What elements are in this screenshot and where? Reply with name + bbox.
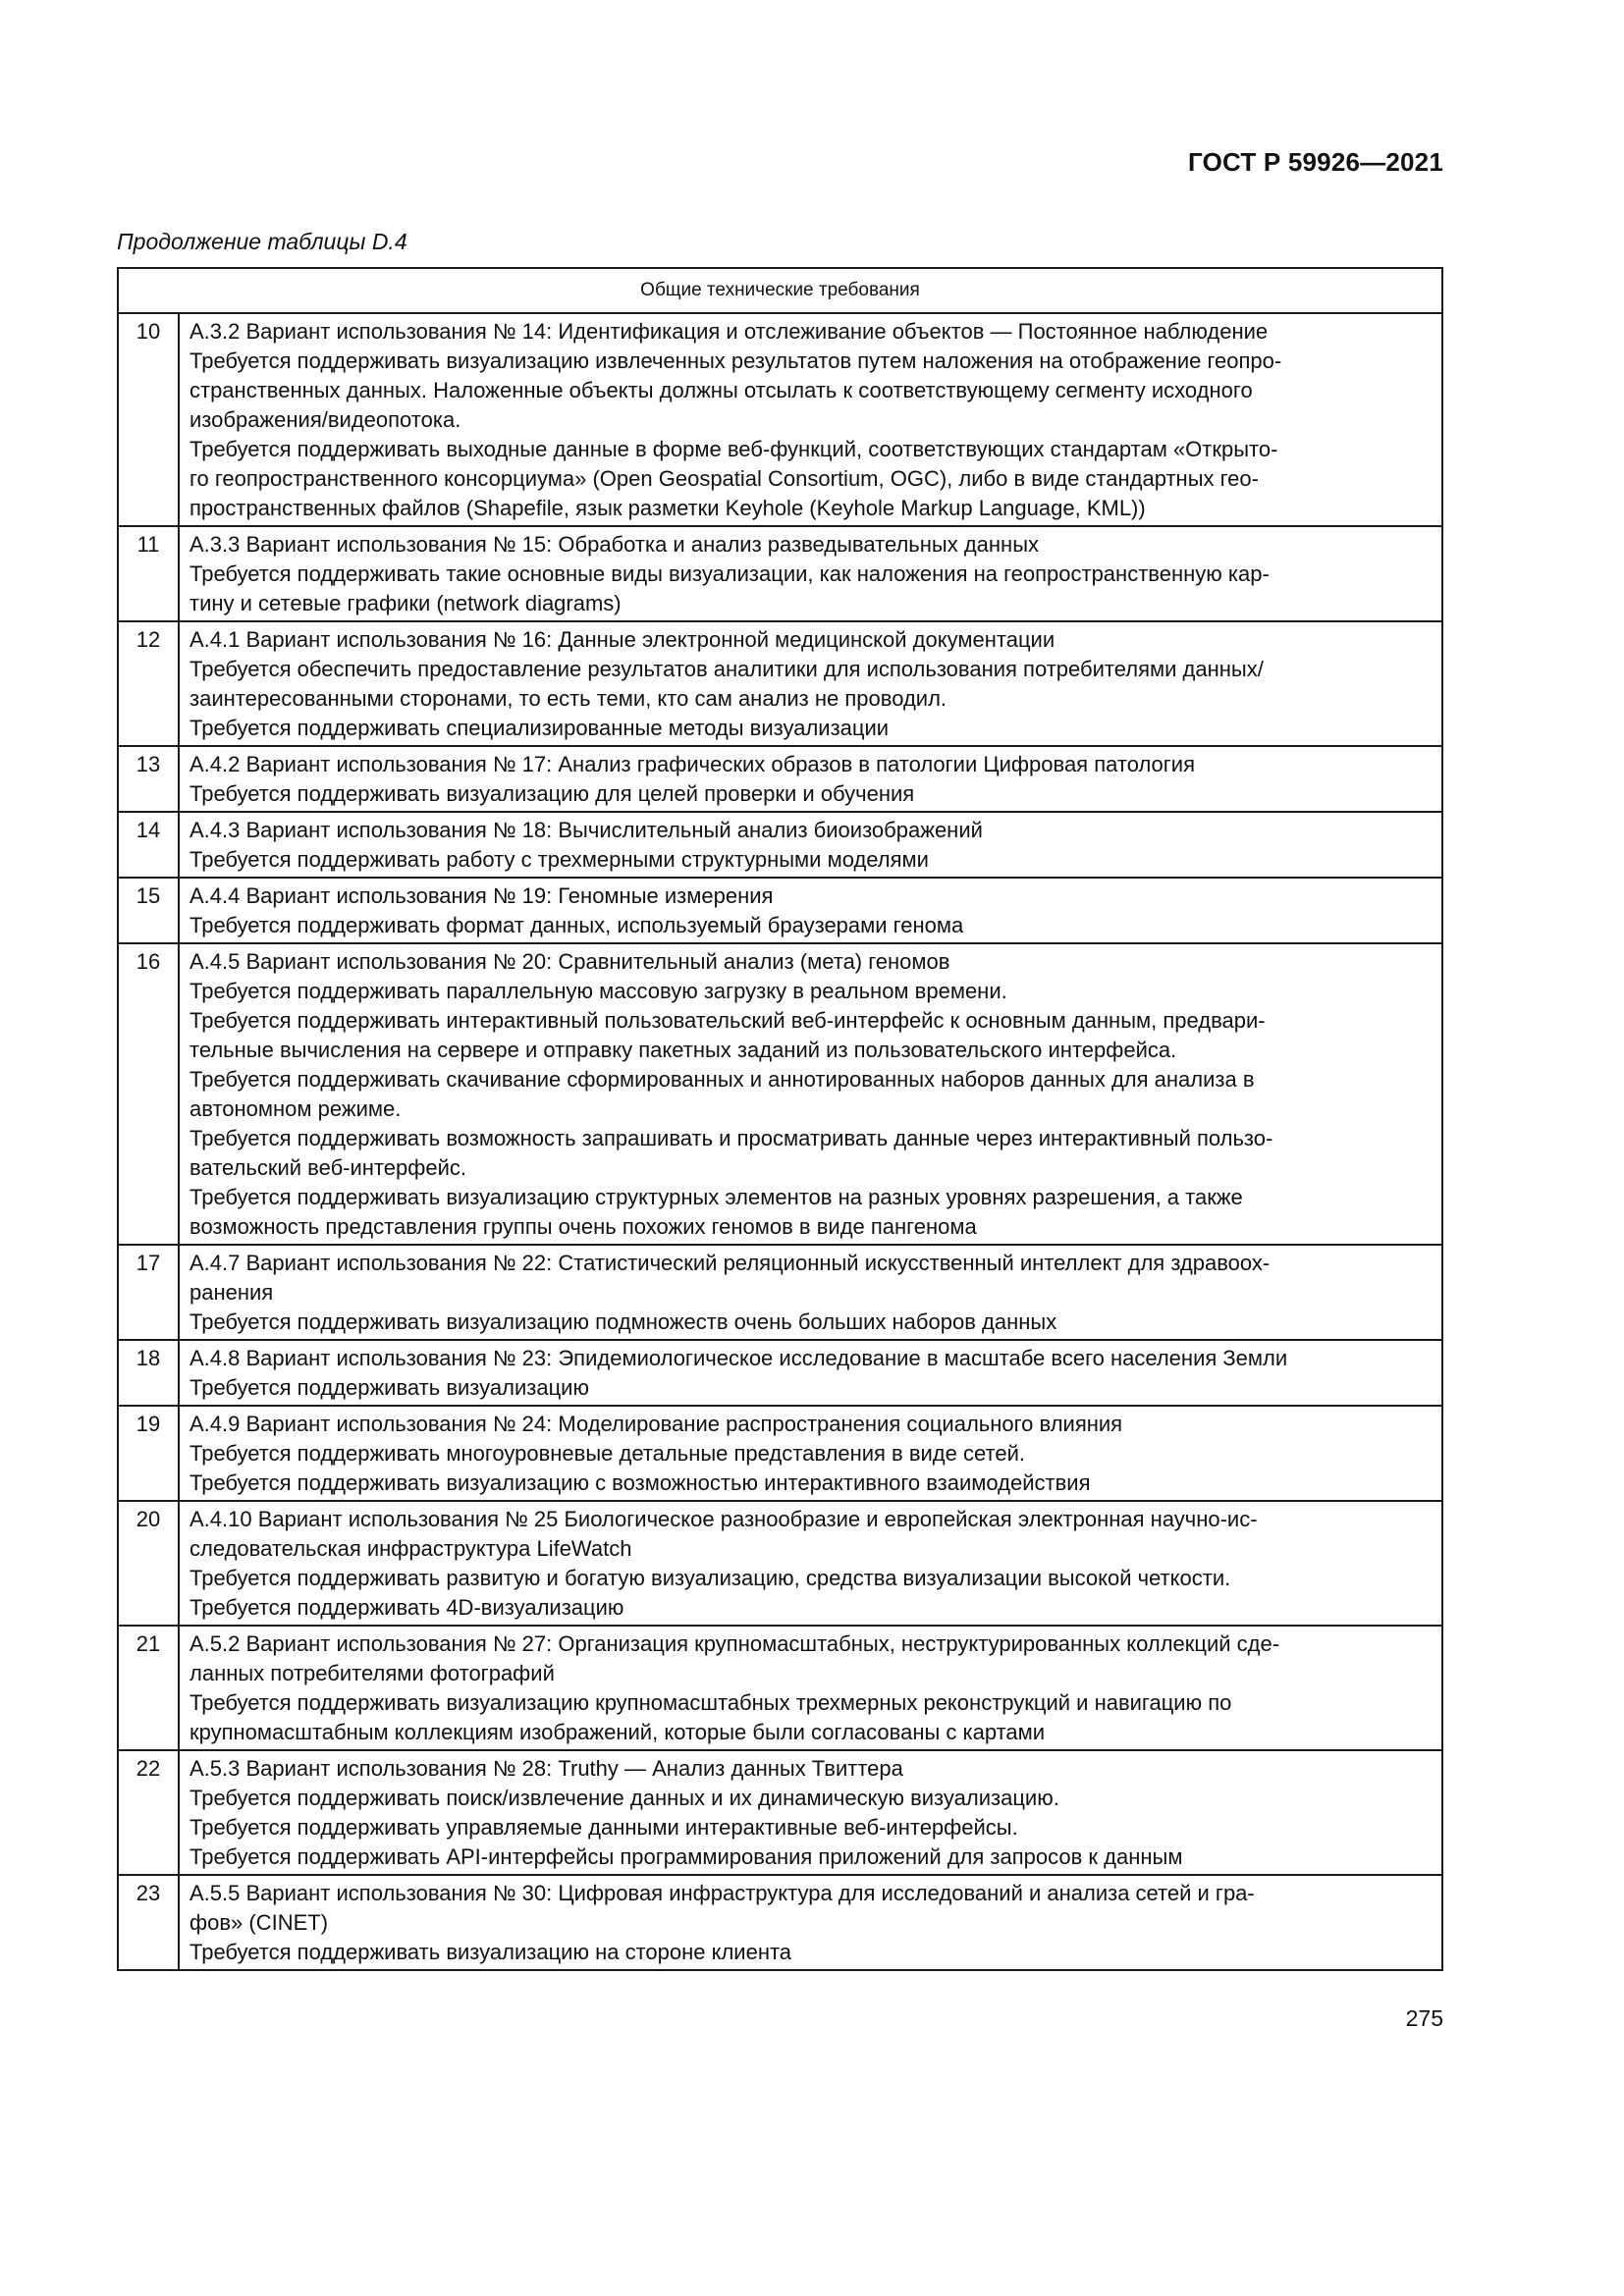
table-row <box>118 1626 1442 1750</box>
requirement-text <box>179 746 1442 812</box>
row-number: 22 <box>118 1750 179 1875</box>
requirement-text <box>179 812 1442 878</box>
row-number: 15 <box>118 878 179 943</box>
requirement-line: Требуется поддерживать визуализацию <box>189 1375 589 1400</box>
row-number: 18 <box>118 1340 179 1406</box>
row-number: 19 <box>118 1406 179 1501</box>
requirement-line: Требуется поддерживать специализированные методы визуализации <box>189 716 890 740</box>
requirements-table <box>117 267 1443 1971</box>
row-number: 14 <box>118 812 179 878</box>
requirement-line: Требуется поддерживать поиск/извлечение данных и их динамическую визуализацию. <box>189 1786 1059 1810</box>
requirement-line: Требуется поддерживать работу с трехмерными структурными моделями <box>189 847 929 872</box>
requirement-line: го геопространственного консорциума» (Open Geospatial Consortium, OGC), либо в виде стандартных гео- <box>189 466 1259 491</box>
requirement-text <box>179 943 1442 1245</box>
requirement-line: Требуется поддерживать такие основные виды визуализации, как наложения на геопространственную кар- <box>189 561 1270 586</box>
table-row <box>118 526 1442 621</box>
requirement-text <box>179 1875 1442 1970</box>
requirement-line: пространственных файлов (Shapefile, язык разметки Keyhole (Keyhole Markup Language, KML)) <box>189 496 1146 520</box>
document-code: ГОСТ Р 59926—2021 <box>1188 147 1443 177</box>
table-row <box>118 313 1442 526</box>
requirement-line: А.4.1 Вариант использования № 16: Данные электронной медицинской документации <box>189 627 1056 652</box>
requirement-line: Требуется поддерживать визуализацию на стороне клиента <box>189 1940 792 1964</box>
requirement-line: крупномасштабным коллекциям изображений, которые были согласованы с картами <box>189 1720 1046 1744</box>
page-number: 275 <box>1405 2005 1443 2031</box>
requirement-line: Требуется поддерживать выходные данные в форме веб-функций, соответствующих стандартам «Открыто- <box>189 437 1278 461</box>
requirement-line: А.4.5 Вариант использования № 20: Сравнительный анализ (мета) геномов <box>189 949 950 974</box>
requirement-line: Требуется поддерживать интерактивный пользовательский веб-интерфейс к основным данным, предвари- <box>189 1008 1266 1033</box>
requirement-line: А.4.8 Вариант использования № 23: Эпидемиологическое исследование в масштабе всего населения Земли <box>189 1346 1288 1370</box>
requirement-line: Требуется поддерживать возможность запрашивать и просматривать данные через интерактивный пользо- <box>189 1126 1273 1150</box>
row-number: 11 <box>118 526 179 621</box>
requirement-line: странственных данных. Наложенные объекты должны отсылать к соответствующему сегменту исходного <box>189 378 1253 402</box>
requirement-line: автономном режиме. <box>189 1096 402 1121</box>
requirement-line: следовательская инфраструктура LifeWatch <box>189 1536 632 1561</box>
row-number: 13 <box>118 746 179 812</box>
table-row <box>118 1501 1442 1626</box>
requirement-line: ранения <box>189 1280 274 1305</box>
table-row <box>118 1875 1442 1970</box>
table-row <box>118 1406 1442 1501</box>
requirement-line: возможность представления группы очень похожих геномов в виде пангенома <box>189 1214 977 1239</box>
requirement-text <box>179 313 1442 526</box>
requirement-line: А.4.9 Вариант использования № 24: Моделирование распространения социального влияния <box>189 1412 1123 1436</box>
requirement-line: А.4.2 Вариант использования № 17: Анализ графических образов в патологии Цифровая патология <box>189 752 1195 776</box>
requirement-line: Требуется поддерживать визуализацию структурных элементов на разных уровнях разрешения, а также <box>189 1185 1243 1209</box>
table-body <box>118 313 1442 1970</box>
requirement-line: Требуется поддерживать формат данных, используемый браузерами генома <box>189 913 964 937</box>
requirement-line: А.4.3 Вариант использования № 18: Вычислительный анализ биоизображений <box>189 818 983 842</box>
requirement-line: Требуется обеспечить предоставление результатов аналитики для использования потребителями данных/ <box>189 657 1264 681</box>
requirement-text <box>179 1406 1442 1501</box>
requirement-line: фов» (CINET) <box>189 1910 329 1935</box>
table-row <box>118 1245 1442 1340</box>
requirement-text <box>179 1750 1442 1875</box>
requirement-line: Требуется поддерживать визуализацию подмножеств очень больших наборов данных <box>189 1309 1057 1334</box>
requirement-line: Требуется поддерживать развитую и богатую визуализацию, средства визуализации высокой четкости. <box>189 1566 1231 1590</box>
requirement-line: А.5.2 Вариант использования № 27: Организация крупномасштабных, неструктурированных коллекций сде- <box>189 1631 1280 1656</box>
requirement-line: А.5.3 Вариант использования № 28: Truthy — Анализ данных Твиттера <box>189 1756 903 1781</box>
requirement-line: Требуется поддерживать визуализацию крупномасштабных трехмерных реконструкций и навигацию по <box>189 1690 1232 1715</box>
table-row <box>118 746 1442 812</box>
requirement-text <box>179 621 1442 746</box>
table-row <box>118 812 1442 878</box>
table-row <box>118 1340 1442 1406</box>
requirement-line: ланных потребителями фотографий <box>189 1661 555 1685</box>
row-number: 16 <box>118 943 179 1245</box>
table-row <box>118 943 1442 1245</box>
requirement-line: Требуется поддерживать визуализацию для целей проверки и обучения <box>189 781 915 806</box>
requirement-line: Требуется поддерживать многоуровневые детальные представления в виде сетей. <box>189 1441 1025 1466</box>
table-row <box>118 621 1442 746</box>
table-row <box>118 1750 1442 1875</box>
table-header: Общие технические требования <box>118 268 1442 313</box>
requirement-text <box>179 1626 1442 1750</box>
requirement-line: Требуется поддерживать параллельную массовую загрузку в реальном времени. <box>189 979 1007 1003</box>
requirement-line: А.4.10 Вариант использования № 25 Биологическое разнообразие и европейская электронная научно-ис- <box>189 1507 1258 1531</box>
row-number: 20 <box>118 1501 179 1626</box>
requirement-text <box>179 526 1442 621</box>
table-row <box>118 878 1442 943</box>
requirement-line: А.4.7 Вариант использования № 22: Статистический реляционный искусственный интеллект для здравоох- <box>189 1251 1271 1275</box>
requirement-line: вательский веб-интерфейс. <box>189 1155 466 1180</box>
requirement-line: А.5.5 Вариант использования № 30: Цифровая инфраструктура для исследований и анализа сетей и гра- <box>189 1881 1255 1905</box>
table-header-row <box>118 268 1442 313</box>
requirement-line: Требуется поддерживать управляемые данными интерактивные веб-интерфейсы. <box>189 1815 1018 1840</box>
requirement-line: А.3.3 Вариант использования № 15: Обработка и анализ разведывательных данных <box>189 532 1040 557</box>
requirement-line: Требуется поддерживать скачивание сформированных и аннотированных наборов данных для анализа в <box>189 1067 1255 1092</box>
row-number: 21 <box>118 1626 179 1750</box>
requirement-line: тельные вычисления на сервере и отправку пакетных заданий из пользовательского интерфейса. <box>189 1038 1177 1062</box>
requirement-line: тину и сетевые графики (network diagrams) <box>189 591 622 615</box>
row-number: 10 <box>118 313 179 526</box>
requirement-line: Требуется поддерживать визуализацию с возможностью интерактивного взаимодействия <box>189 1470 1091 1495</box>
requirement-text <box>179 878 1442 943</box>
requirement-line: А.3.2 Вариант использования № 14: Идентификация и отслеживание объектов — Постоянное наблюдение <box>189 319 1269 344</box>
requirement-line: А.4.4 Вариант использования № 19: Геномные измерения <box>189 883 774 908</box>
requirement-text <box>179 1245 1442 1340</box>
requirement-line: заинтересованными сторонами, то есть теми, кто сам анализ не проводил. <box>189 686 947 711</box>
requirement-line: Требуется поддерживать 4D-визуализацию <box>189 1595 624 1620</box>
row-number: 23 <box>118 1875 179 1970</box>
requirement-text <box>179 1501 1442 1626</box>
requirement-line: Требуется поддерживать визуализацию извлеченных результатов путем наложения на отображение геопро- <box>189 348 1282 373</box>
row-number: 12 <box>118 621 179 746</box>
row-number: 17 <box>118 1245 179 1340</box>
requirement-line: изображения/видеопотока. <box>189 407 461 432</box>
requirement-line: Требуется поддерживать API-интерфейсы программирования приложений для запросов к данным <box>189 1844 1183 1869</box>
table-caption: Продолжение таблицы D.4 <box>117 229 407 254</box>
requirement-text <box>179 1340 1442 1406</box>
